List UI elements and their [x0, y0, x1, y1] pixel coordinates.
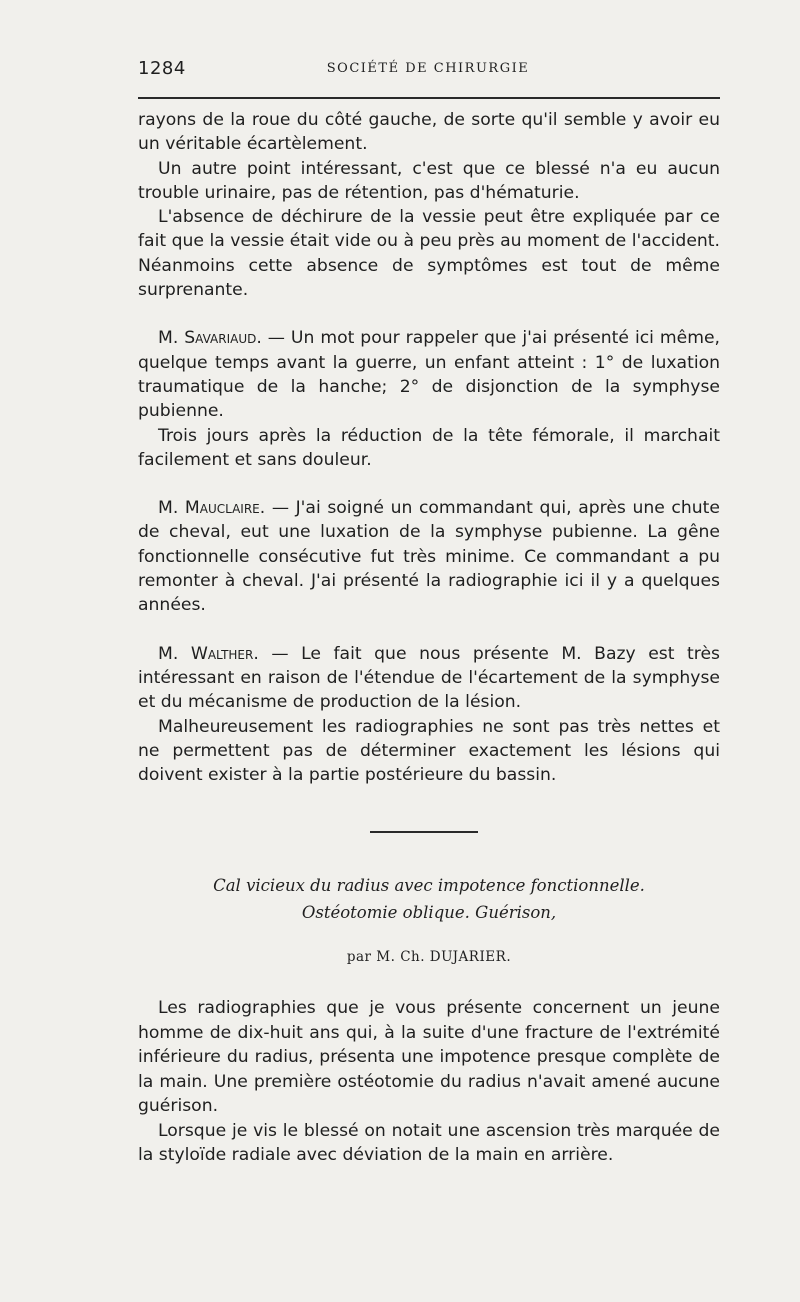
discussion-section — [138, 108, 720, 787]
paragraph: Lorsque je vis le blessé on notait une ascension très marquée de la styloïde radiale avec déviation de la main en arrière. — [138, 1120, 720, 1165]
remark-text: — J'ai soigné un commandant qui, après une chute de cheval, eut une luxation de la symphyse pubienne. La gêne fonctionnelle consécutive fut très minime. Ce commandant a pu remonter à cheval. J'ai présenté la radiographie ici il y a quelques années. — [138, 498, 720, 616]
paragraph: Malheureusement les radiographies ne sont pas très nettes et ne permettent pas de déterminer exactement les lésions qui doivent exister à la partie postérieure du bassin. — [138, 716, 720, 786]
mauclaire-remark — [138, 496, 720, 617]
walther-remark — [138, 642, 720, 715]
title-line: Ostéotomie oblique. Guérison, — [301, 903, 557, 922]
article-body — [138, 996, 720, 1168]
savariaud-remark — [138, 326, 720, 423]
article-title — [138, 872, 720, 926]
paragraph: Les radiographies que je vous présente concernent un jeune homme de dix-huit ans qui, à la suite d'une fracture de l'extrémité inférieure du radius, présenta une impotence presque complète de la main. Une première ostéotomie du radius n'avait amené aucune guérison. — [138, 998, 720, 1116]
byline: par M. Ch. DUJARIER. — [346, 949, 512, 965]
section-separator — [370, 831, 478, 833]
header-rule — [138, 97, 720, 99]
remark-text: — Le fait que nous présente M. Bazy est très intéressant en raison de l'étendue de l'écartement de la symphyse et du mécanisme de production de la lésion. — [138, 643, 721, 713]
running-title: SOCIÉTÉ DE CHIRURGIE — [326, 61, 530, 76]
paragraph: Un autre point intéressant, c'est que ce blessé n'a eu aucun trouble urinaire, pas de rétention, pas d'hématurie. — [138, 158, 720, 203]
page-number: 1284 — [138, 58, 186, 79]
remark-text: — Un mot pour rappeler que j'ai présenté ici même, quelque temps avant la guerre, un enfant atteint : 1° de luxation traumatique de la hanche; 2° de disjonction de la symphyse pubienne. — [138, 328, 720, 422]
speaker-name: M. Walther. — [158, 643, 259, 664]
paragraph: Trois jours après la réduction de la tête fémorale, il marchait facilement et sans douleur. — [138, 425, 720, 470]
page-header — [138, 58, 718, 84]
speaker-name: M. Savariaud. — [158, 328, 262, 349]
paragraph: rayons de la roue du côté gauche, de sorte qu'il semble y avoir eu un véritable écartèlement. — [138, 110, 720, 155]
paragraph: L'absence de déchirure de la vessie peut être expliquée par ce fait que la vessie était vide ou à peu près au moment de l'accident. Néanmoins cette absence de symptômes est tout de même surprenante. — [138, 207, 720, 301]
speaker-name: M. Mauclaire. — [158, 498, 266, 519]
title-line: Cal vicieux du radius avec impotence fonctionnelle. — [213, 876, 645, 895]
